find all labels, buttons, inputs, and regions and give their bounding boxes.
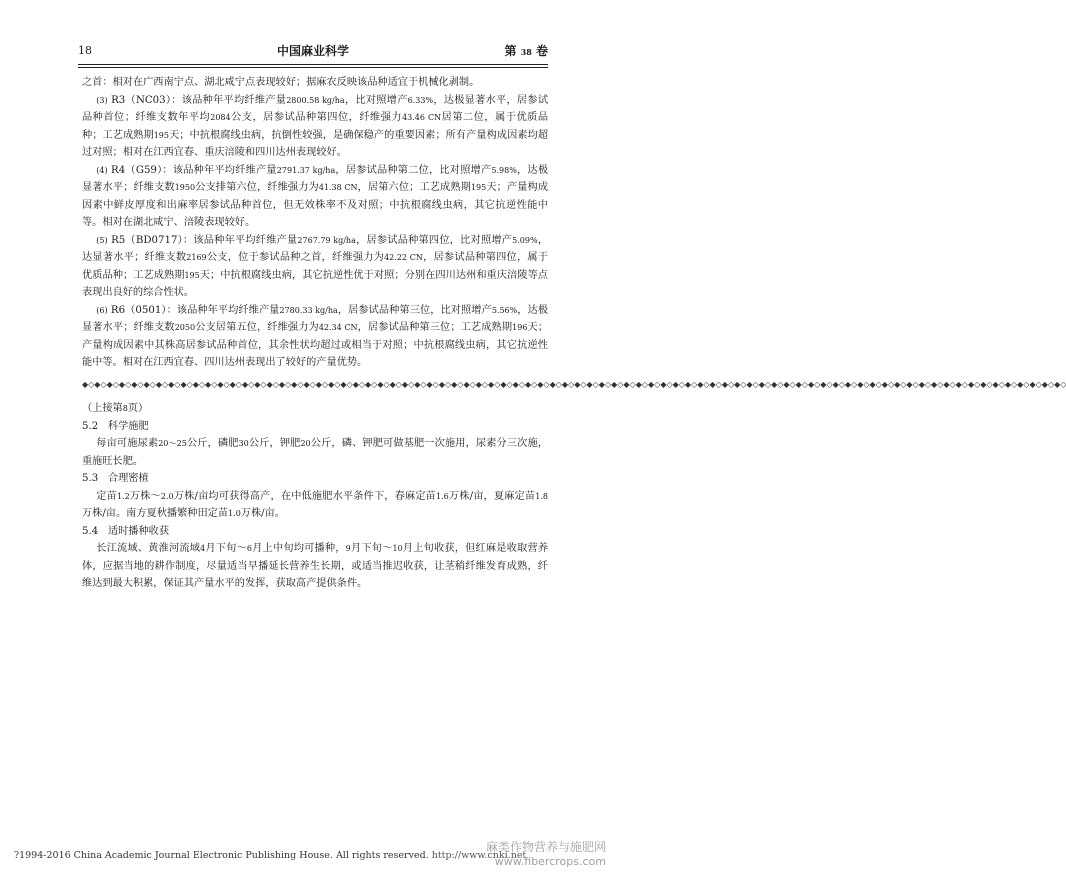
- continued-note: （上接第8页）: [82, 403, 149, 414]
- section-5-4-heading: 5.4 适时播种收获: [82, 525, 170, 537]
- paragraph-r6: (6) R6（0501）：该品种年平均纤维产量2780.33 kg/ha，居参试品种第三位，比对照增产5.56%，达极显著水平；纤维支数2050公支居第五位，纤维强力为42.34 CN，居参试品种第三位；工艺成熟期196天；产量构成因素中其株高居参试品种首位，其余性状均超过或相当于对照；中抗根腐线虫病，其它抗逆性能中等。相对在江西宜春、四川达州表现出了较好的产量优势。: [82, 304, 549, 368]
- section-5-4-text: 长江流域、黄淮河流域4月下旬～6月上中旬均可播种，9月下旬～10月上旬收获，但红麻是收取营养体，应据当地的耕作制度，尽量适当早播延长营养生长期，或适当推迟收获，让茎稍纤维发育成熟，纤维达到最大积累，保证其产量水平的发挥，获取高产提供条件。: [82, 543, 549, 589]
- page-number: 18: [78, 44, 92, 57]
- section-5-2-text: 每亩可施尿素20～25公斤，磷肥30公斤，钾肥20公斤，磷、钾肥可做基肥一次施用，尿素分三次施，重施旺长肥。: [82, 438, 549, 467]
- header-rule-top: [78, 64, 548, 65]
- paragraph-r3: (3) R3（NC03）：该品种年平均纤维产量2800.58 kg/ha，比对照增产6.33%，达极显著水平，居参试品种首位；纤维支数年平均2084公支，居参试品种第四位，纤维强力43.46 CN居第二位，属于优质品种；工艺成熟期195天；中抗根腐线虫病，抗倒性较强，是确保稳产的重要因素；所有产量构成因素均超过对照；相对在江西宜春、重庆涪陵和四川达州表现较好。: [82, 94, 549, 158]
- watermark-url: www.fibercrops.com: [494, 855, 606, 868]
- journal-title: 中国麻业科学: [276, 44, 349, 58]
- paragraph-r5: (5) R5（BD0717）：该品种年平均纤维产量2767.79 kg/ha，居参试品种第四位，比对照增产5.09%，达显著水平；纤维支数2169公支，位于参试品种之首，纤维强力为42.22 CN，居参试品种第四位，属于优质品种；工艺成熟期195天；中抗根腐线虫病，其它抗逆性优于对照；分别在四川达州和重庆涪陵等点表现出良好的综合性状。: [82, 234, 549, 298]
- cnki-link[interactable]: http://www.cnki.net: [431, 850, 527, 861]
- header-rule-bottom: [78, 67, 548, 68]
- section-5-3-text: 定苗1.2万株～2.0万株/亩均可获得高产，在中低施肥水平条件下，春麻定苗1.6万株/亩，夏麻定苗1.8万株/亩。南方夏秋播繁种田定苗1.0万株/亩。: [82, 490, 549, 519]
- running-header: [78, 42, 548, 62]
- section-5-2-heading: 5.2 科学施肥: [82, 420, 149, 432]
- watermark-cn: 麻类作物营养与施肥网: [485, 840, 606, 854]
- paragraph-continued: 之首：相对在广西南宁点、湖北咸宁点表现较好；据麻农反映该品种适宜于机械化剥制。: [82, 77, 480, 88]
- article-body: [82, 74, 548, 372]
- site-watermark: [486, 838, 606, 868]
- section-5-3-heading: 5.3 合理密植: [82, 473, 149, 484]
- copyright-text: ?1994-2016 China Academic Journal Electronic Publishing House. All rights reserved.: [14, 850, 429, 861]
- copyright-footer: [14, 850, 526, 861]
- decorative-divider: ◆◇◆◇◆◇◆◇◆◇◆◇◆◇◆◇◆◇◆◇◆◇◆◇◆◇◆◇◆◇◆◇◆◇◆◇◆◇◆◇◆◇◆◇◆◇◆◇◆◇◆◇◆◇◆◇◆◇◆◇◆◇◆◇◆◇◆◇◆◇◆◇◆◇◆◇◆◇◆◇◆◇◆◇◆◇◆◇◆◇◆◇◆◇◆◇◆◇◆◇◆◇◆◇◆◇◆◇◆◇◆◇◆◇◆◇◆◇◆◇◆◇◆◇◆◇◆◇◆◇◆◇◆◇◆◇◆◇◆◇◆◇◆◇◆◇◆◇◆◇◆◇◆◇◆◇◆◇◆◇: [82, 380, 1066, 389]
- volume-label: 第 38 卷: [504, 44, 548, 58]
- paragraph-r4: (4) R4（G59）：该品种年平均纤维产量2791.37 kg/ha，居参试品种第二位，比对照增产5.98%，达极显著水平；纤维支数1950公支排第六位，纤维强力为41.38 CN，居第六位；工艺成熟期195天；产量构成因素中鲜皮厚度和出麻率居参试品种首位，但无效株率不及对照；中抗根腐线虫病，其它抗逆性能中等。相对在湖北咸宁、涪陵表现较好。: [82, 164, 549, 228]
- continued-section: [82, 400, 548, 593]
